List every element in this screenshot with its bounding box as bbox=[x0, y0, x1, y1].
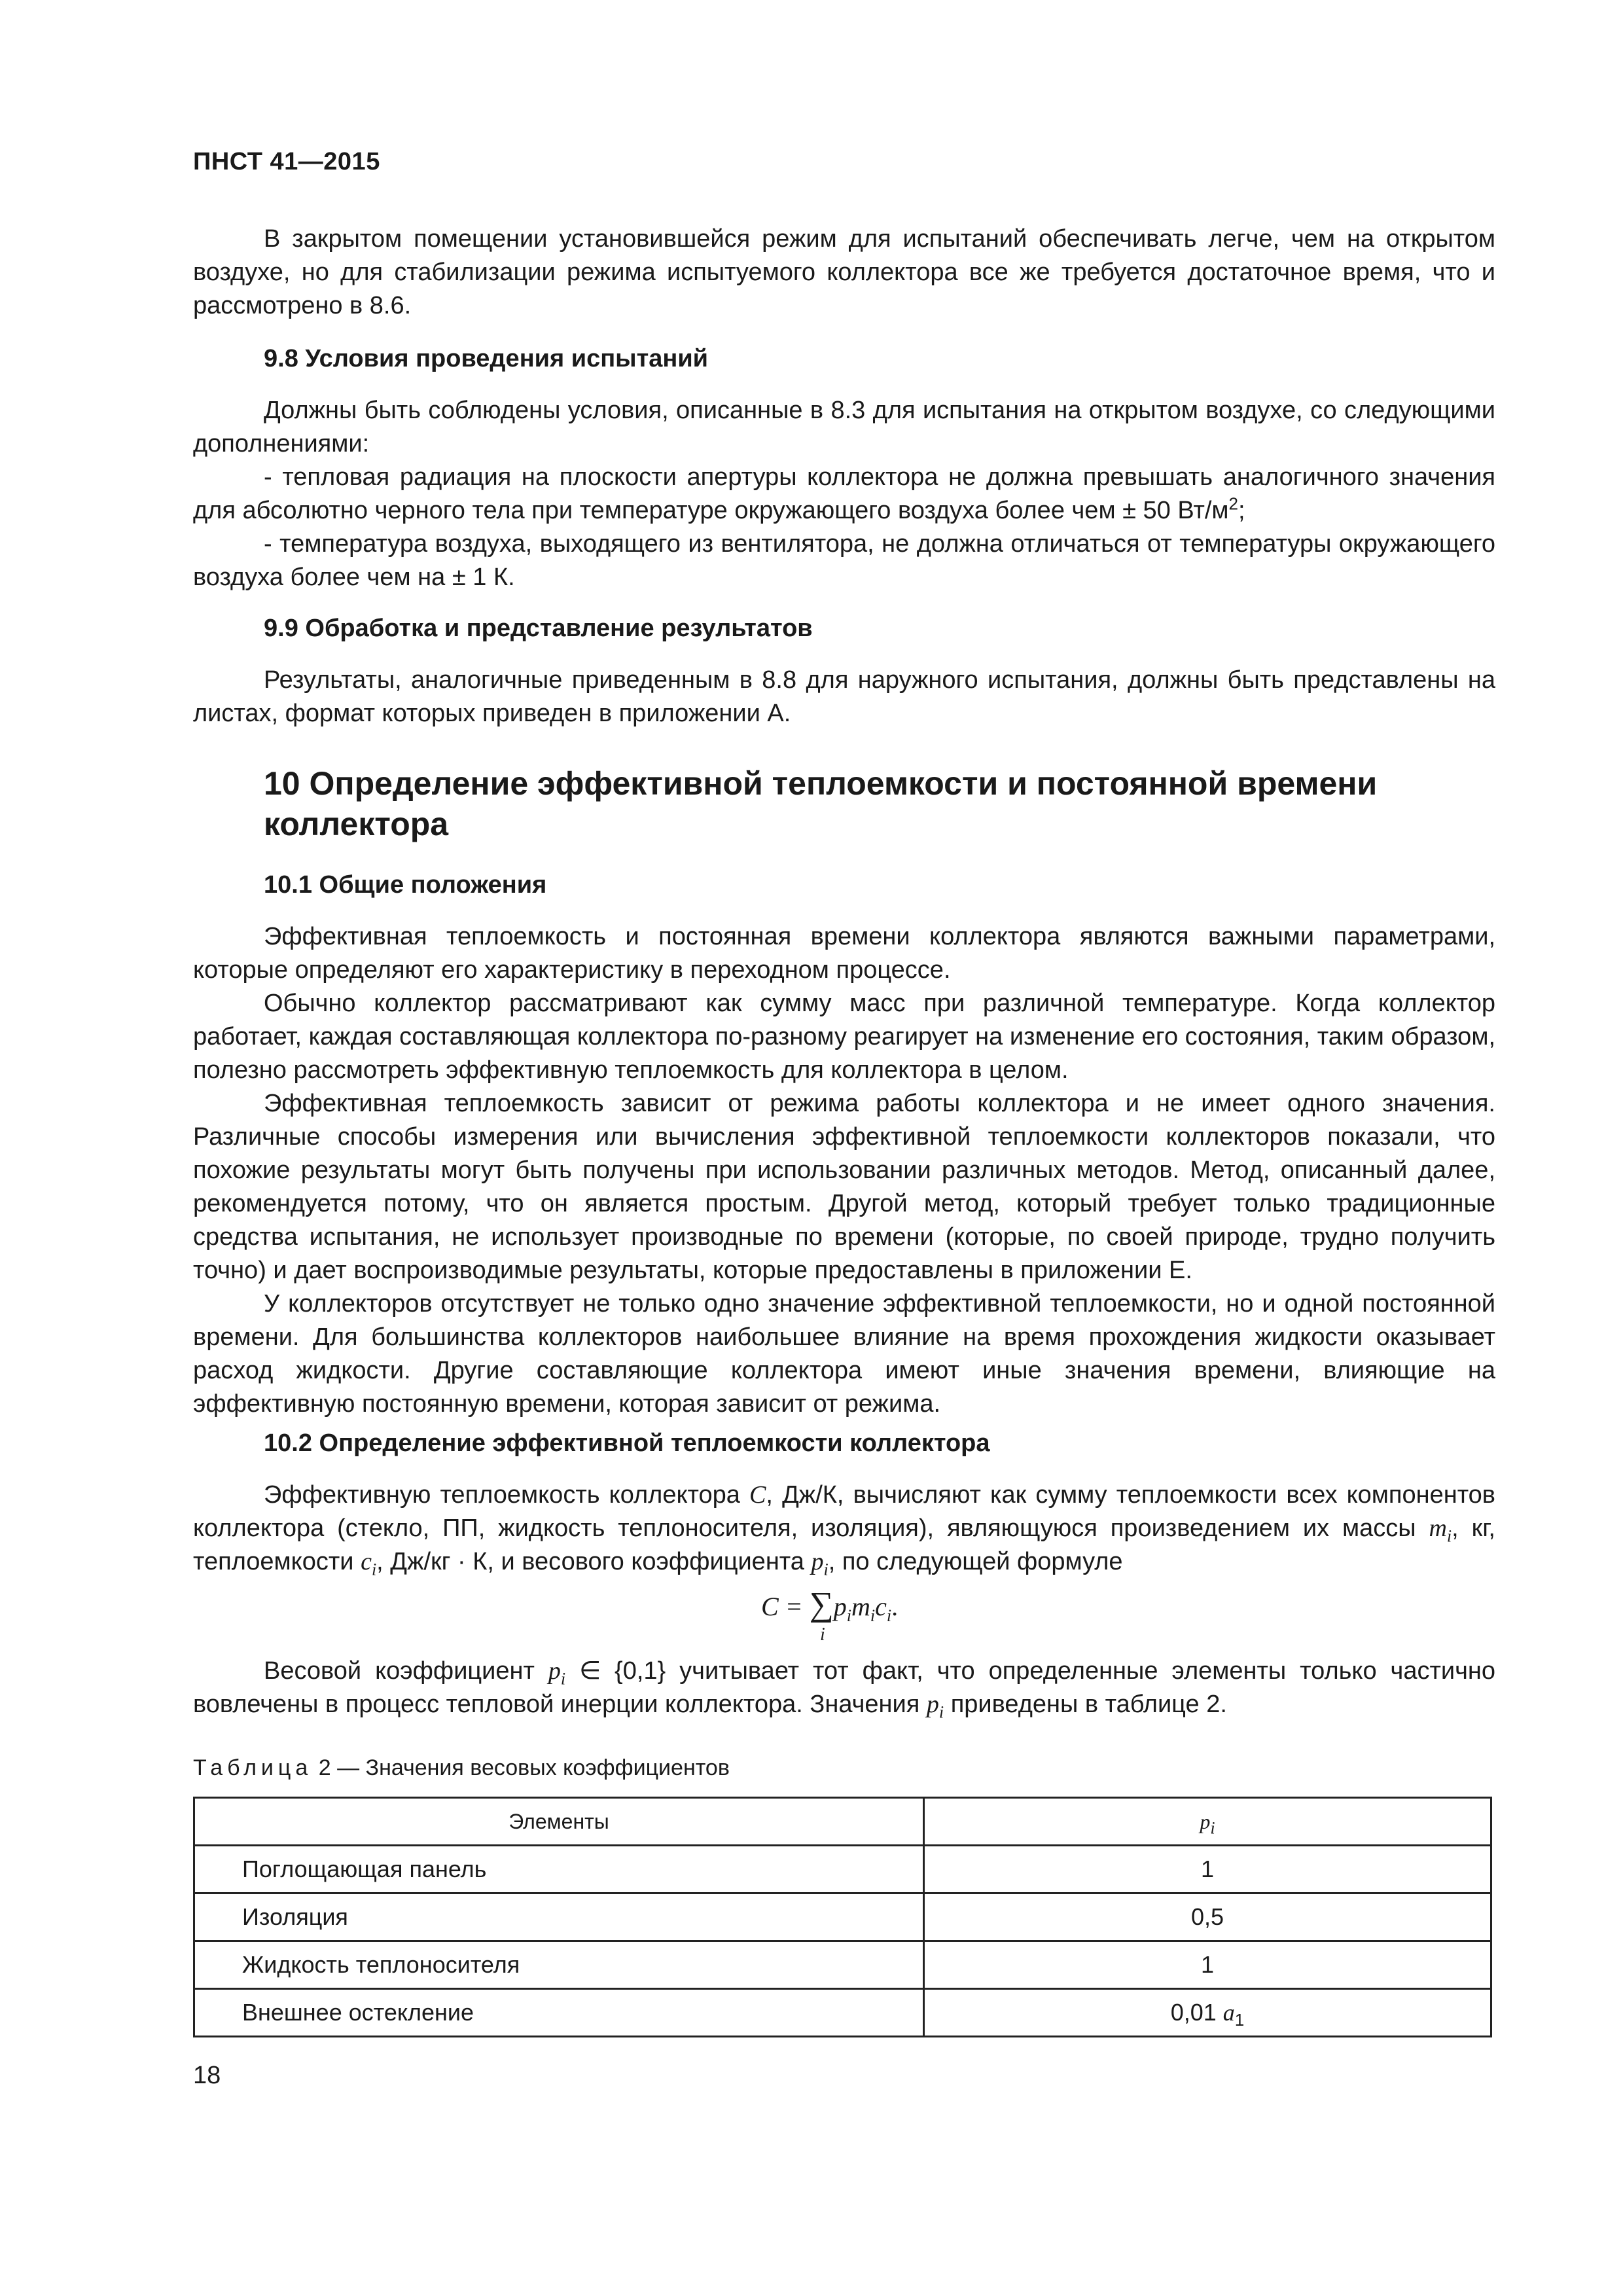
formula-sub: i bbox=[846, 1606, 851, 1625]
var-c: c bbox=[361, 1548, 372, 1575]
row-value bbox=[924, 1989, 1491, 2037]
section-10-1-paragraph-3: Эффективная теплоемкость зависит от режима работы коллектора и не имеет одного значения. Различные способы измерения или вычисления эффективной теплоемкости коллекторов показали, что похожие результаты могут быть получены при использовании различных методов. Метод, описанный далее, рекомендуется потому, что он является простым. Другой метод, который требует только традиционные средства испытания, не использует производные по времени (которые, по своей природе, трудно получить точно) и дает воспроизводимые результаты, которые предоставлены в приложении Е. bbox=[193, 1090, 1495, 1284]
sub-i: i bbox=[560, 1669, 566, 1689]
var-p: p bbox=[811, 1548, 824, 1575]
section-9-8-paragraph: Должны быть соблюдены условия, описанные в 8.3 для испытания на открытом воздухе, со следующими дополнениями: bbox=[193, 397, 1495, 457]
row-name: Поглощающая панель bbox=[194, 1846, 924, 1893]
section-title-9-8: 9.8 Условия проведения испытаний bbox=[264, 345, 709, 372]
text-run: ∈ {0,1} учитывает тот факт, что определенные элементы только частично вовлечены в процесс тепловой инерции коллектора. Значения bbox=[193, 1657, 1495, 1718]
formula-p: p bbox=[833, 1592, 847, 1621]
section-10-1-paragraph-2: Обычно коллектор рассматривают как сумму масс при различной температуре. Когда коллектор работает, каждая составляющая коллектора по-разному реагирует на изменение его состояния, таким образом, полезно рассмотреть эффективную теплоемкость для коллектора в целом. bbox=[193, 990, 1495, 1084]
section-10-2-paragraph-1 bbox=[193, 1479, 1495, 1579]
table-2 bbox=[193, 1797, 1492, 2037]
section-10-1-paragraph-4: У коллекторов отсутствует не только одно значение эффективной теплоемкости, но и одной постоянной времени. Для большинства коллекторов наибольшее влияние на время прохождения жидкости оказывает расход жидкости. Другие составляющие коллектора имеют иные значения времени, влияющие на эффективную постоянную времени, которая зависит от режима. bbox=[193, 1290, 1495, 1418]
section-title-10-2: 10.2 Определение эффективной теплоемкости коллектора bbox=[264, 1429, 990, 1457]
formula-m: m bbox=[851, 1592, 870, 1621]
text-run: , Дж/кг · К, и весового коэффициента bbox=[376, 1548, 812, 1575]
text-run: Весовой коэффициент bbox=[264, 1657, 548, 1685]
item-1-text: - тепловая радиация на плоскости апертуры коллектора не должна превышать аналогичного значения для абсолютно черного тела при температуре окружающего воздуха более чем ± 50 Вт/м bbox=[193, 463, 1495, 524]
section-title-10: 10 Определение эффективной теплоемкости и постоянной времени коллектора bbox=[264, 765, 1378, 842]
row-value-number: 0,01 bbox=[1170, 1999, 1223, 2026]
var-p: p bbox=[548, 1657, 561, 1685]
formula bbox=[193, 1580, 1495, 1652]
item-1-tail: ; bbox=[1238, 497, 1245, 524]
header-p-sub: i bbox=[1210, 1818, 1215, 1837]
sub-i: i bbox=[1446, 1526, 1452, 1546]
table-header-row bbox=[194, 1798, 1491, 1846]
text-run: , кг, теплоемкости bbox=[193, 1515, 1495, 1575]
sum-symbol: ∑ bbox=[809, 1586, 834, 1623]
text-run: , Дж/К, вычисляют как сумму теплоемкости всех компонентов коллектора (стекло, ПП, жидкость теплоносителя, изоляция), являющуюся произведением их массы bbox=[193, 1481, 1495, 1542]
section-10-1 bbox=[193, 869, 1495, 1421]
document-header: ПНСТ 41—2015 bbox=[193, 148, 380, 175]
var-m: m bbox=[1429, 1515, 1447, 1542]
sub-i: i bbox=[371, 1560, 377, 1579]
section-title-10-1: 10.1 Общие положения bbox=[264, 871, 547, 899]
section-9-8 bbox=[193, 342, 1495, 594]
row-name: Внешнее остекление bbox=[194, 1989, 924, 2037]
section-10-2 bbox=[193, 1427, 1495, 1721]
row-value: 1 bbox=[924, 1941, 1491, 1989]
formula-sub: i bbox=[870, 1606, 876, 1625]
formula-period: . bbox=[891, 1592, 899, 1621]
formula-c: c bbox=[875, 1592, 887, 1621]
header-p-var: p bbox=[1200, 1809, 1211, 1833]
header-p bbox=[924, 1798, 1491, 1846]
table-row bbox=[194, 1941, 1491, 1989]
page-number: 18 bbox=[193, 2062, 221, 2089]
row-value: 0,5 bbox=[924, 1893, 1491, 1941]
row-value-sub: 1 bbox=[1234, 2010, 1245, 2030]
intro-paragraph: В закрытом помещении установившейся режим для испытаний обеспечивать легче, чем на открытом воздухе, но для стабилизации режима испытуемого коллектора все же требуется достаточное время, что и рассмотрено в 8.6. bbox=[193, 225, 1495, 319]
section-10-1-paragraph-1: Эффективная теплоемкость и постоянная времени коллектора являются важными параметрами, которые определяют его характеристику в переходном процессе. bbox=[193, 923, 1495, 984]
table-2-caption bbox=[193, 1755, 1495, 1781]
section-10 bbox=[193, 763, 1495, 844]
table-row bbox=[194, 1893, 1491, 1941]
caption-text: 2 — Значения весовых коэффициентов bbox=[312, 1755, 730, 1780]
row-name: Жидкость теплоносителя bbox=[194, 1941, 924, 1989]
section-9-9-paragraph: Результаты, аналогичные приведенным в 8.8 для наружного испытания, должны быть представлены на листах, формат которых приведен в приложении А. bbox=[193, 666, 1495, 727]
formula-lhs: C = bbox=[761, 1592, 810, 1621]
text-run: приведены в таблице 2. bbox=[944, 1691, 1227, 1718]
section-9-9 bbox=[193, 612, 1495, 730]
row-value: 1 bbox=[924, 1846, 1491, 1893]
row-name: Изоляция bbox=[194, 1893, 924, 1941]
var-p: p bbox=[926, 1691, 939, 1718]
section-9-8-item-2: - температура воздуха, выходящего из вентилятора, не должна отличаться от температуры окружающего воздуха более чем на ± 1 К. bbox=[193, 530, 1495, 591]
table-row bbox=[194, 1846, 1491, 1893]
text-run: Эффективную теплоемкость коллектора bbox=[264, 1481, 750, 1509]
formula-sub: i bbox=[886, 1606, 892, 1625]
header-elements: Элементы bbox=[194, 1798, 924, 1846]
row-value-var: a bbox=[1222, 2000, 1235, 2026]
section-title-9-9: 9.9 Обработка и представление результатов bbox=[264, 615, 813, 642]
intro-section bbox=[193, 223, 1495, 323]
sub-i: i bbox=[938, 1702, 944, 1722]
var-C: C bbox=[749, 1481, 766, 1509]
sum-index: i bbox=[820, 1624, 825, 1645]
text-run: , по следующей формуле bbox=[828, 1548, 1123, 1575]
section-10-2-paragraph-2 bbox=[193, 1655, 1495, 1721]
item-1-superscript: 2 bbox=[1228, 493, 1238, 514]
table-row bbox=[194, 1989, 1491, 2037]
caption-label: Таблица bbox=[193, 1755, 313, 1780]
sub-i: i bbox=[823, 1560, 829, 1579]
section-9-8-item-1 bbox=[193, 461, 1495, 528]
